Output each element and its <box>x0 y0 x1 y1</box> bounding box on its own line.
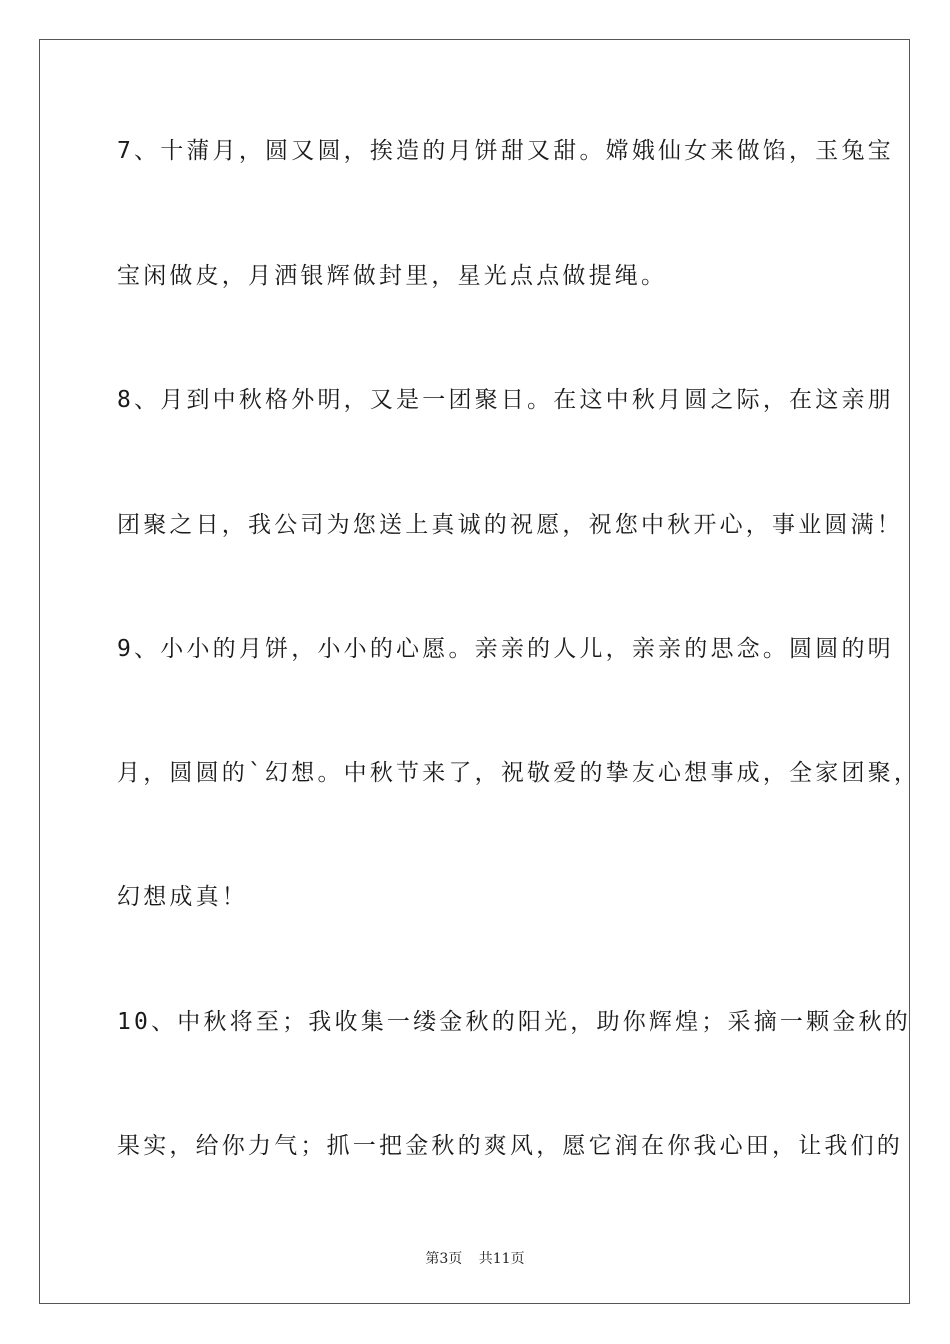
text-line-1: 7、十蒲月，圆又圆，挨造的月饼甜又甜。嫦娥仙女来做馅，玉兔宝 <box>117 138 894 164</box>
text-line-6: 月，圆圆的`幻想。中秋节来了，祝敬爱的挚友心想事成，全家团聚， <box>117 760 921 786</box>
page-number: 第3页 <box>425 1251 463 1267</box>
text-line-8: 10、中秋将至；我收集一缕金秋的阳光，助你辉煌；采摘一颗金秋的 <box>117 1009 911 1035</box>
text-line-4: 团聚之日，我公司为您送上真诚的祝愿，祝您中秋开心，事业圆满！ <box>117 512 903 538</box>
page-border <box>39 39 910 1304</box>
text-line-5: 9、小小的月饼，小小的心愿。亲亲的人儿，亲亲的思念。圆圆的明 <box>117 636 894 662</box>
text-line-2: 宝闲做皮，月洒银辉做封里，星光点点做提绳。 <box>117 263 668 289</box>
text-line-7: 幻想成真！ <box>117 884 248 910</box>
page-footer <box>0 1248 950 1268</box>
text-line-9: 果实，给你力气；抓一把金秋的爽风，愿它润在你我心田，让我们的 <box>117 1133 903 1159</box>
page-total: 共11页 <box>478 1251 525 1267</box>
text-line-3: 8、月到中秋格外明，又是一团聚日。在这中秋月圆之际，在这亲朋 <box>117 387 894 413</box>
